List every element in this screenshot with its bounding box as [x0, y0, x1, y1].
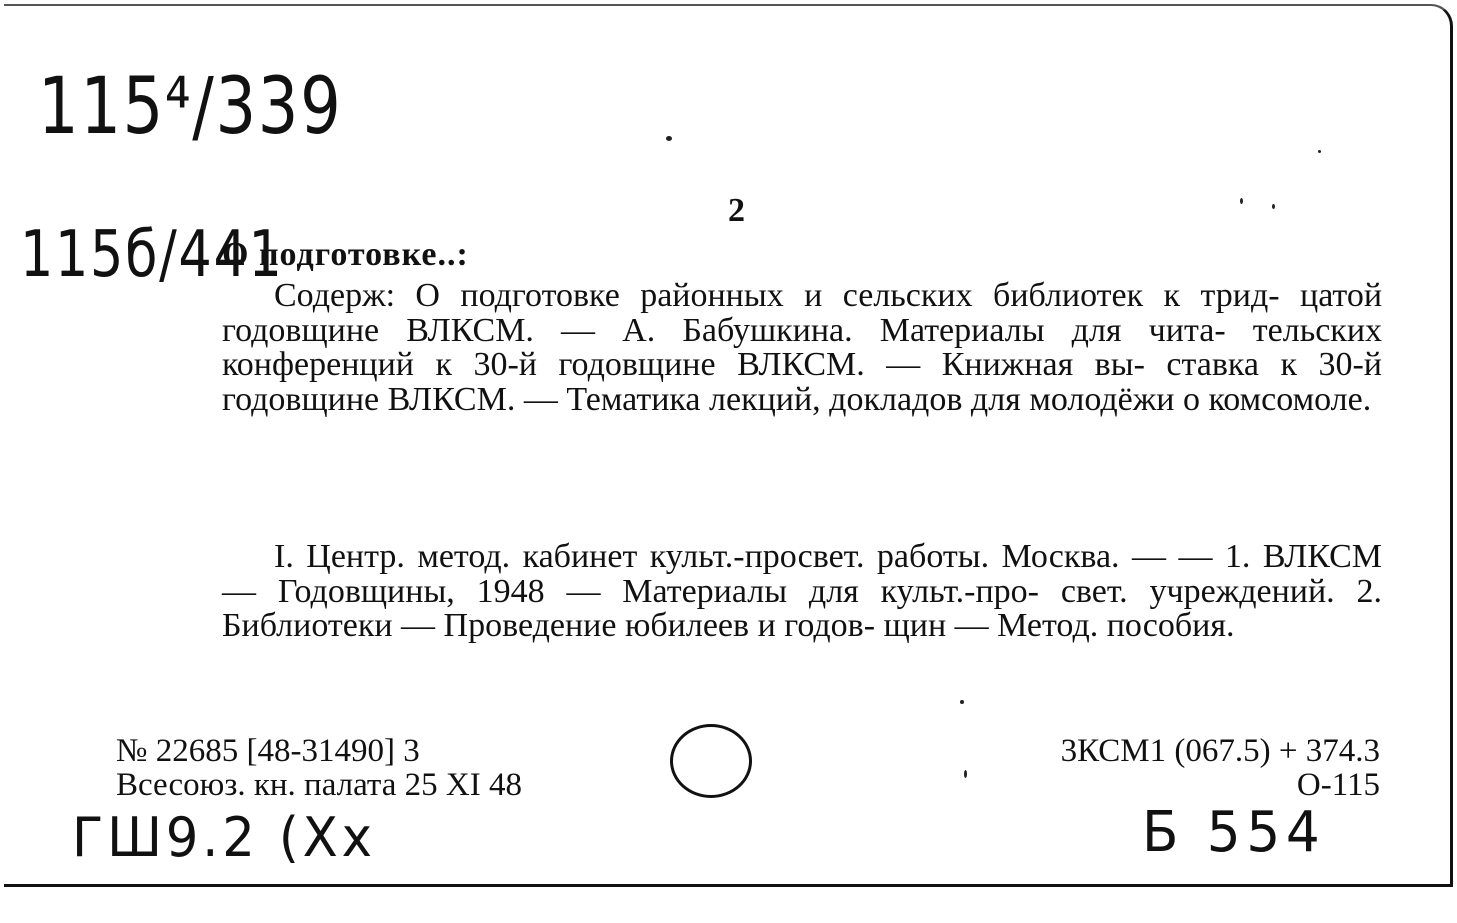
handwritten-shelfmark-top: 115⁴/339	[38, 62, 343, 152]
handwritten-note-bottom-left: ГШ9.2 (Хх	[72, 806, 376, 869]
speck-mark	[666, 136, 672, 141]
card-title: О подготовке..:	[222, 236, 469, 273]
speck-mark	[1240, 198, 1243, 204]
speck-mark	[960, 700, 964, 704]
contents-paragraph	[222, 279, 1382, 417]
contents-line: тельских конференций к 30-й годовщине ВЛКСМ. — Книжная вы-	[222, 311, 1383, 383]
card-number: 2	[728, 192, 745, 229]
classification-block	[1010, 734, 1380, 802]
subjects-line: — — 1. ВЛКСМ — Годовщины, 1948 — Материалы для культ.-про-	[222, 538, 1382, 610]
book-chamber-date: Всесоюз. кн. палата 25 XI 48	[116, 767, 522, 803]
subjects-line: щин — Метод. пособия.	[883, 607, 1235, 644]
speck-mark	[964, 770, 967, 778]
speck-mark	[1272, 204, 1275, 209]
subjects-line: I. Центр. метод. кабинет культ.-просвет. работы. Москва.	[274, 538, 1120, 575]
speck-mark	[1318, 150, 1321, 153]
stamp-circle-icon	[670, 724, 752, 798]
handwritten-shelfmark-left: 115б/441	[20, 218, 284, 292]
contents-line: цатой годовщине ВЛКСМ. — А. Бабушкина. Материалы для чита-	[222, 277, 1383, 349]
contents-line: молодёжи о комсомоле.	[1029, 380, 1372, 418]
contents-line: ставка к 30-й годовщине ВЛКСМ. — Тематика лекций, докладов для	[222, 346, 1382, 418]
handwritten-note-bottom-right: Б 554	[1142, 800, 1326, 865]
classification-index: 3КСМ1 (067.5) + 374.3	[1060, 733, 1380, 769]
contents-line: Содерж: О подготовке районных и сельских библиотек к трид-	[274, 277, 1280, 314]
registration-number: № 22685 [48-31490] 3	[116, 733, 420, 769]
subjects-line: свет. учреждений. 2. Библиотеки — Проведение юбилеев и годов-	[222, 572, 1383, 644]
registration-block	[116, 734, 522, 802]
subjects-paragraph	[222, 540, 1382, 644]
author-mark: О-115	[1296, 767, 1380, 803]
